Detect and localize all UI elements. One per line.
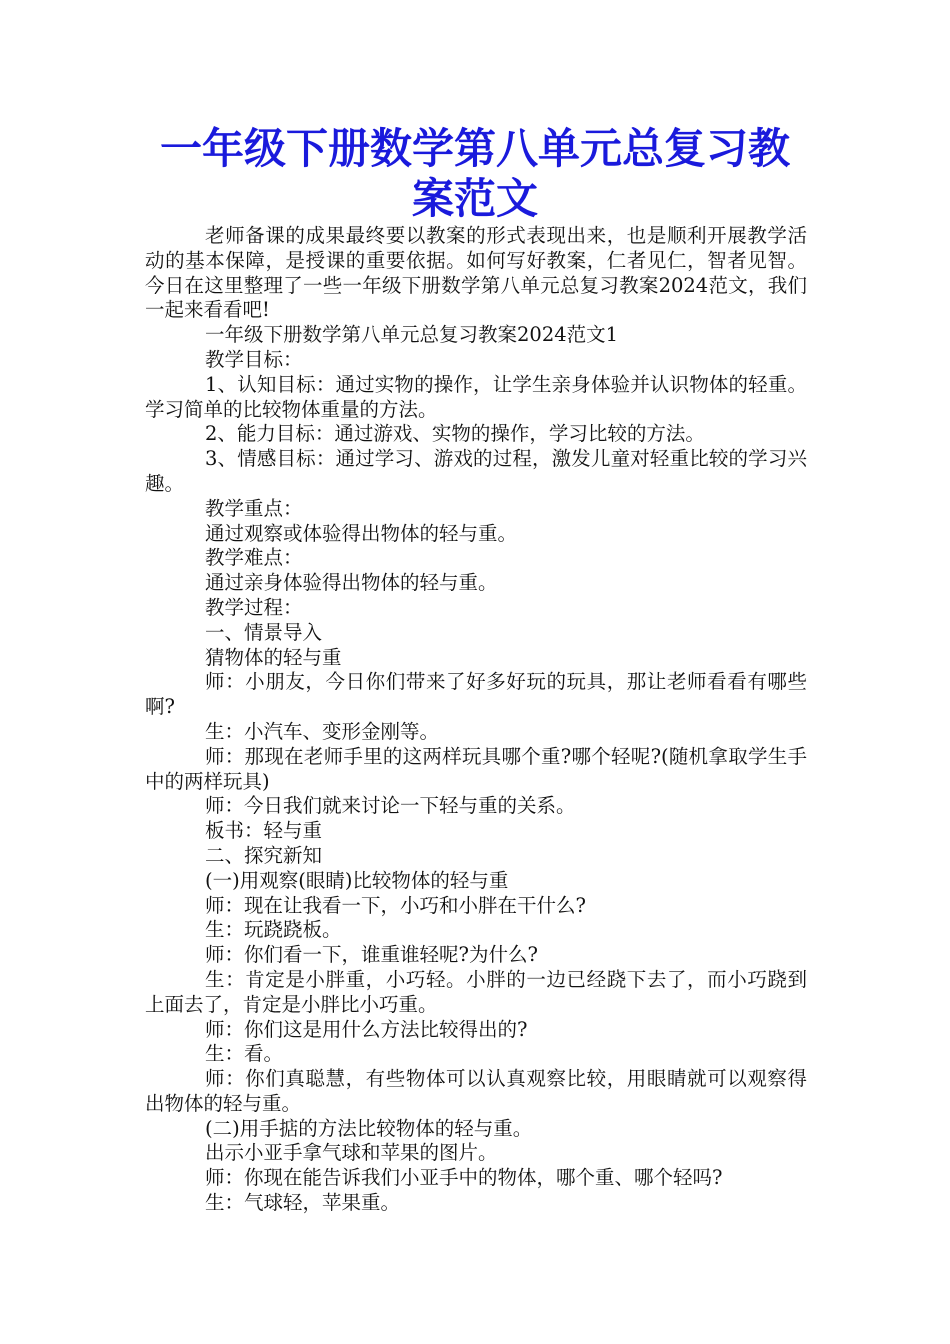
paragraph: 板书：轻与重 [205,819,323,843]
paragraph: 1、认知目标：通过实物的操作，让学生亲身体验并认识物体的轻重。学习简单的比较物体重量的方法。 [145,372,807,421]
paragraph: 3、情感目标：通过学习、游戏的过程，激发儿童对轻重比较的学习兴趣。 [145,447,807,495]
document-body [145,224,807,1216]
paragraph: 教学过程： [205,595,303,619]
paragraph: 教学重点： [205,496,303,520]
paragraph: 师：你们看一下，谁重谁轻呢?为什么? [205,943,538,967]
paragraph: 教学难点： [205,546,303,570]
paragraph: 师：小朋友，今日你们带来了好多好玩的玩具，那让老师看看有哪些啊? [145,670,807,719]
paragraph: 生：看。 [205,1042,284,1066]
paragraph: 师：你们这是用什么方法比较得出的? [205,1017,528,1041]
paragraph: (二)用手掂的方法比较物体的轻与重。 [205,1116,533,1140]
paragraph: (一)用观察(眼睛)比较物体的轻与重 [205,868,509,892]
paragraph: 生：肯定是小胖重，小巧轻。小胖的一边已经跷下去了，而小巧跷到上面去了，肯定是小胖比小巧重。 [145,967,807,1016]
paragraph: 老师备课的成果最终要以教案的形式表现出来，也是顺利开展教学活动的基本保障，是授课的重要依据。如何写好教案，仁者见仁，智者见智。今日在这里整理了一些一年级下册数学第八单元总复习教案2024范文，我们一起来看看吧! [145,224,807,322]
paragraph: 二、探究新知 [205,843,323,867]
paragraph: 师：你们真聪慧，有些物体可以认真观察比较，用眼睛就可以观察得出物体的轻与重。 [145,1067,807,1115]
paragraph: 出示小亚手拿气球和苹果的图片。 [205,1141,498,1165]
paragraph: 生：玩跷跷板。 [205,918,342,942]
paragraph: 师：现在让我看一下，小巧和小胖在干什么? [205,893,586,917]
paragraph: 通过观察或体验得出物体的轻与重。 [205,521,518,545]
paragraph: 师：今日我们就来讨论一下轻与重的关系。 [205,794,576,818]
paragraph: 师：你现在能告诉我们小亚手中的物体，哪个重、哪个轻吗? [205,1166,723,1190]
paragraph: 生：气球轻，苹果重。 [205,1191,401,1215]
paragraph: 通过亲身体验得出物体的轻与重。 [205,571,498,595]
paragraph: 2、能力目标：通过游戏、实物的操作，学习比较的方法。 [205,422,705,446]
document-title: 一年级下册数学第八单元总复习教案范文 [159,124,790,223]
paragraph: 教学目标： [205,347,303,371]
paragraph: 一年级下册数学第八单元总复习教案2024范文1 [205,323,619,347]
paragraph: 师：那现在老师手里的这两样玩具哪个重?哪个轻呢?(随机拿取学生手中的两样玩具) [145,744,807,793]
paragraph: 一、情景导入 [205,620,323,644]
paragraph: 生：小汽车、变形金刚等。 [205,719,440,743]
paragraph: 猜物体的轻与重 [205,645,342,669]
